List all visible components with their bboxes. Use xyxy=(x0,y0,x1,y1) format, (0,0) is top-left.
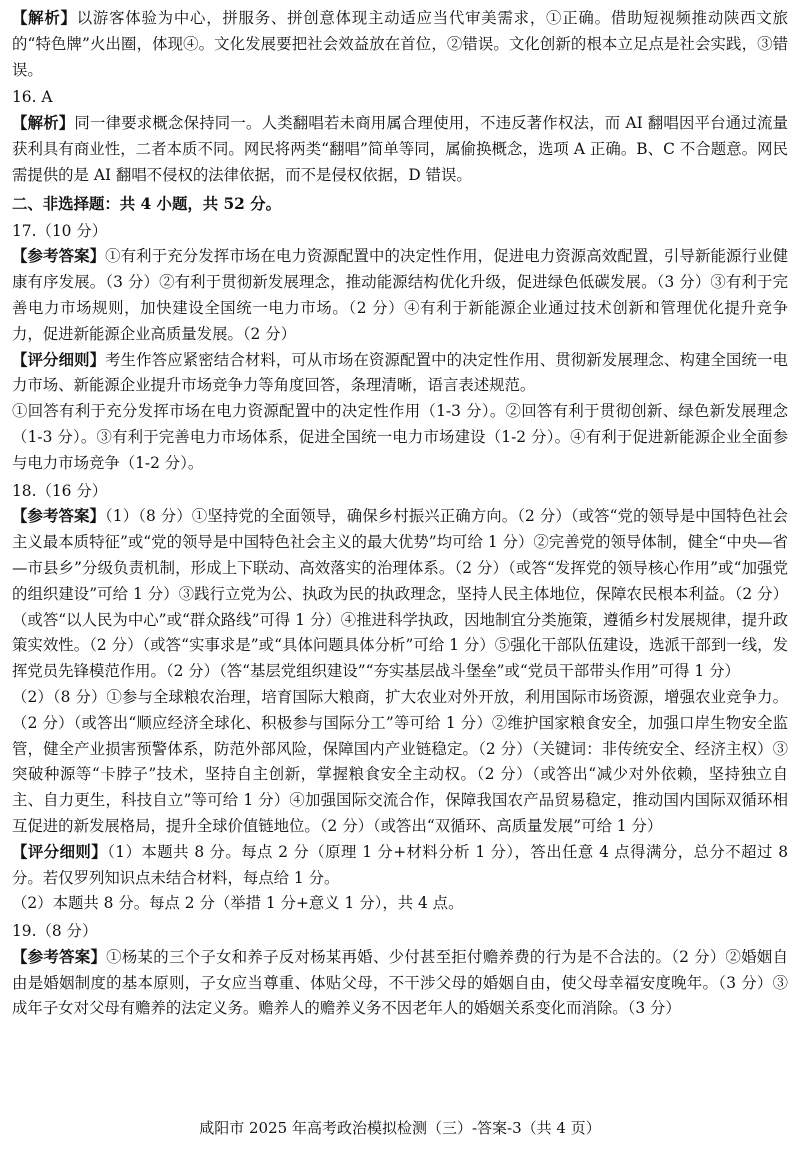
paragraph-tag: 【解析】 xyxy=(12,114,75,133)
answer-paragraph xyxy=(12,6,788,83)
answer-paragraph xyxy=(12,111,788,188)
paragraph-text: （2）（8 分）①参与全球粮农治理，培育国际大粮商，扩大农业对外开放，利用国际市场资源，增强农业竞争力。（2 分）（或答出“顺应经济全球化、积极参与国际分工”等可给 1 分）②维护国家粮食安全，加强口岸生物安全监管，健全产业损害预警体系，防范外部风险，保障国内产业链稳定。（2 分）（关键词：非传统安全、经济主权）③突破种源等“卡脖子”技术，坚持自主创新，掌握粮食安全主动权。（2 分）（或答出“减少对外依赖，坚持独立自主、自力更生，科技自立”等可给 1 分）④加强国际交流合作，保障我国农产品贸易稳定，推动国内国际双循环相互促进的新发展格局，提升全球价值链地位。（2 分）（或答出“双循环、高质量发展”可给 1 分） xyxy=(12,687,788,835)
paragraph-tag: 【参考答案】 xyxy=(12,507,105,526)
question-number: 18.（16 分） xyxy=(12,481,108,500)
paragraph-text: （2）本题共 8 分。每点 2 分（举措 1 分+意义 1 分），共 4 点。 xyxy=(12,894,464,913)
paragraph-text: ①回答有利于充分发挥市场在电力资源配置中的决定性作用（1-3 分）。②回答有利于贯彻创新、绿色新发展理念（1-3 分）。③有利于完善电力市场体系，促进全国统一电力市场建设（1-2 分）。④有利于促进新能源企业全面参与电力市场竞争（1-2 分）。 xyxy=(12,402,788,472)
question-number: 19.（8 分） xyxy=(12,922,98,941)
question-number: 16. A xyxy=(12,88,53,107)
paragraph-tag: 【参考答案】 xyxy=(12,947,107,966)
answer-paragraph xyxy=(12,891,788,917)
paragraph-text: （1）本题共 8 分。每点 2 分（原理 1 分+材料分析 1 分），答出任意 4 点得满分，总分不超过 8 分。若仅罗列知识点未结合材料，每点给 1 分。 xyxy=(12,842,788,887)
paragraph-tag: 【评分细则】 xyxy=(12,842,108,861)
answer-paragraph xyxy=(12,244,788,347)
paragraph-text: ①有利于充分发挥市场在电力资源配置中的决定性作用，促进电力资源高效配置，引导新能源行业健康有序发展。（3 分）②有利于贯彻新发展理念，推动能源结构优化升级，促进绿色低碳发展。（3 分）③有利于完善电力市场规则，加快建设全国统一电力市场。（2 分）④有利于新能源企业通过技术创新和管理优化提升竞争力，促进新能源企业高质量发展。（2 分） xyxy=(12,247,788,343)
question-number: 17.（10 分） xyxy=(12,221,108,240)
paragraph-text: （1）（8 分）①坚持党的全面领导，确保乡村振兴正确方向。（2 分）（或答“党的领导是中国特色社会主义最本质特征”或“党的领导是中国特色社会主义的最大优势”均可给 1 分）②完善党的领导体制，健全“中央—省—市县乡”分级负责机制，形成上下联动、高效落实的治理体系。（2 分）（或答“发挥党的领导核心作用”或“加强党的组织建设”可给 1 分）③践行立党为公、执政为民的执政理念，坚持人民主体地位，保障农民根本利益。（2 分）（或答“以人民为中心”或“群众路线”可得 1 分）④推进科学执政，因地制宜分类施策，遵循乡村发展规律，提升政策实效性。（2 分）（或答“实事求是”或“具体问题具体分析”可给 1 分）⑤强化干部队伍建设，选派干部到一线，发挥党员先锋模范作用。（2 分）（答“基层党组织建设”“夯实基层战斗堡垒”或“党员干部带头作用”可得 1 分） xyxy=(12,507,788,681)
answer-paragraph xyxy=(12,348,788,400)
paragraph-text: 考生作答应紧密结合材料，可从市场在资源配置中的决定性作用、贯彻新发展理念、构建全国统一电力市场、新能源企业提升市场竞争力等角度回答，条理清晰，语言表述规范。 xyxy=(12,350,788,395)
page-footer: 咸阳市 2025 年高考政治模拟检测（三）-答案-3（共 4 页） xyxy=(199,1119,601,1137)
paragraph-tag: 【评分细则】 xyxy=(12,350,106,369)
answer-sheet-page xyxy=(12,6,788,1022)
paragraph-tag: 【参考答案】 xyxy=(12,247,106,266)
paragraph-text: 以游客体验为中心，拼服务、拼创意体现主动适应当代审美需求，①正确。借助短视频推动陕西文旅的“特色牌”火出圈，体现④。文化发展要把社会效益放在首位，②错误。文化创新的根本立足点是社会实践，③错误。 xyxy=(12,9,788,79)
answer-paragraph xyxy=(12,945,788,1022)
paragraph-text: ①杨某的三个子女和养子反对杨某再婚、少付甚至拒付赡养费的行为是不合法的。（2 分）②婚姻自由是婚姻制度的基本原则，子女应当尊重、体贴父母，不干涉父母的婚姻自由，使父母幸福安度晚年。（3 分）③成年子女对父母有赡养的法定义务。赡养人的赡养义务不因老年人的婚姻关系变化而消除。（3 分） xyxy=(12,947,788,1018)
answer-paragraph xyxy=(12,504,788,685)
answer-paragraph xyxy=(12,399,788,476)
answer-paragraph xyxy=(12,685,788,840)
paragraph-text: 同一律要求概念保持同一。人类翻唱若未商用属合理使用，不违反著作权法，而 AI 翻唱因平台通过流量获利具有商业性，二者本质不同。网民将两类“翻唱”简单等同，属偷换概念，选项 A 正确。B、C 不合题意。网民需提供的是 AI 翻唱不侵权的法律依据，而不是侵权依据，D 错误。 xyxy=(12,114,788,184)
paragraph-tag: 【解析】 xyxy=(12,9,77,27)
section-heading: 二、非选择题：共 4 小题，共 52 分。 xyxy=(12,194,282,213)
answer-paragraph xyxy=(12,840,788,892)
